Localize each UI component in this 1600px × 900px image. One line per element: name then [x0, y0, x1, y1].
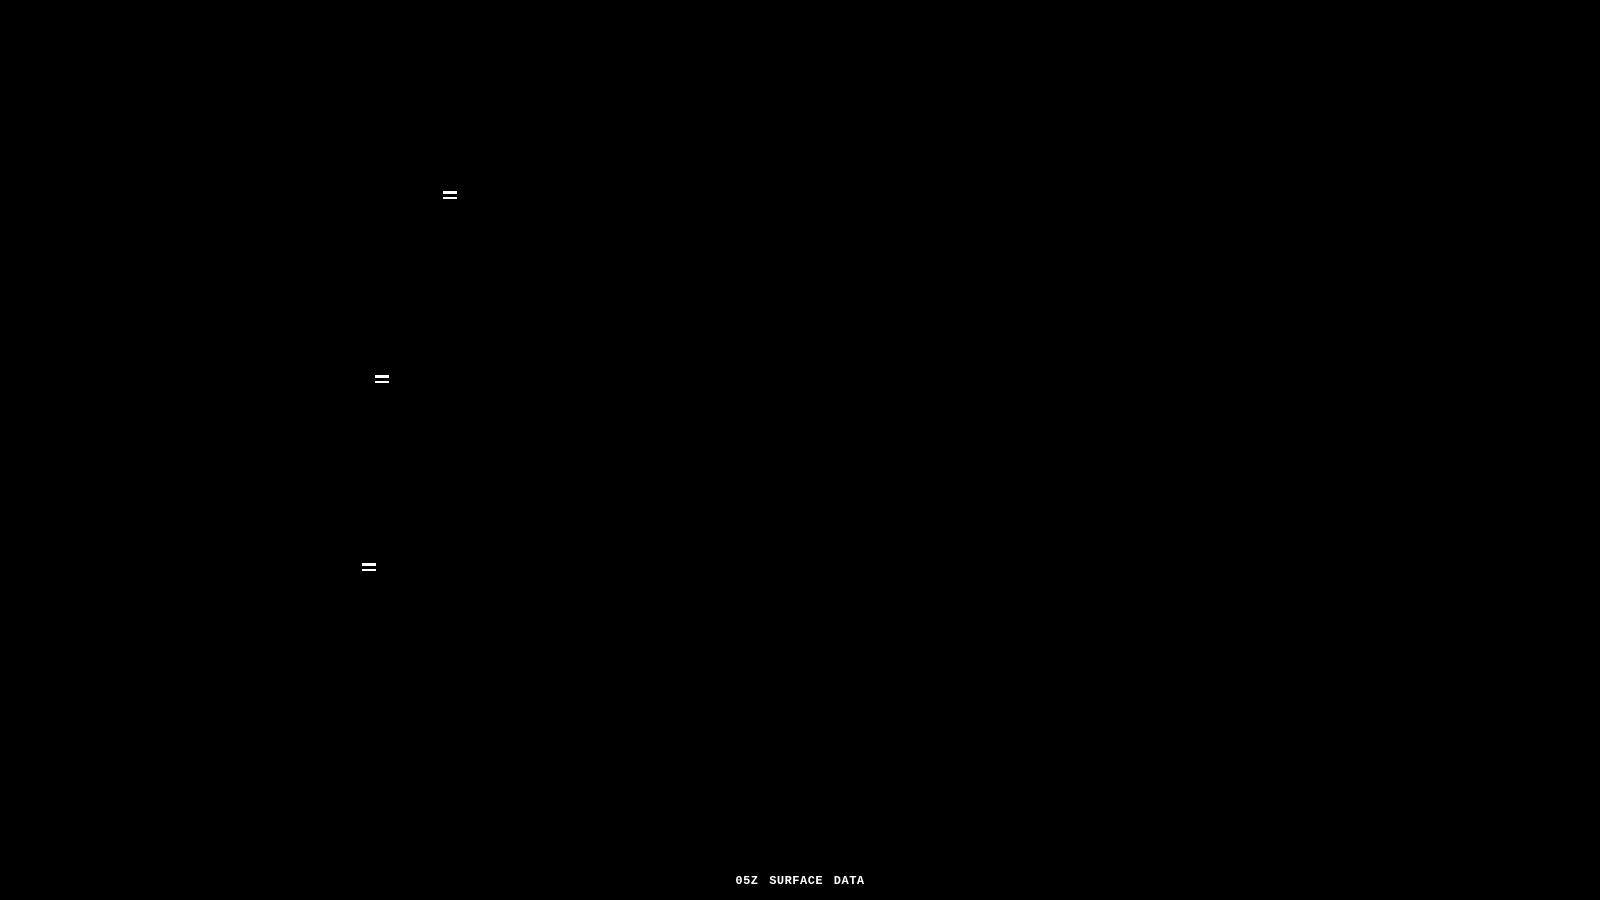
weather-mist-icon	[443, 191, 457, 199]
weather-mist-icon	[362, 563, 376, 571]
symbol-bar	[443, 197, 457, 200]
symbol-bar	[375, 375, 389, 378]
weather-mist-icon	[375, 375, 389, 383]
plot-title-label: 05Z SURFACE DATA	[735, 874, 865, 888]
symbol-bar	[362, 563, 376, 566]
symbol-bar	[375, 381, 389, 384]
symbol-bar	[362, 569, 376, 572]
symbol-bar	[443, 191, 457, 194]
